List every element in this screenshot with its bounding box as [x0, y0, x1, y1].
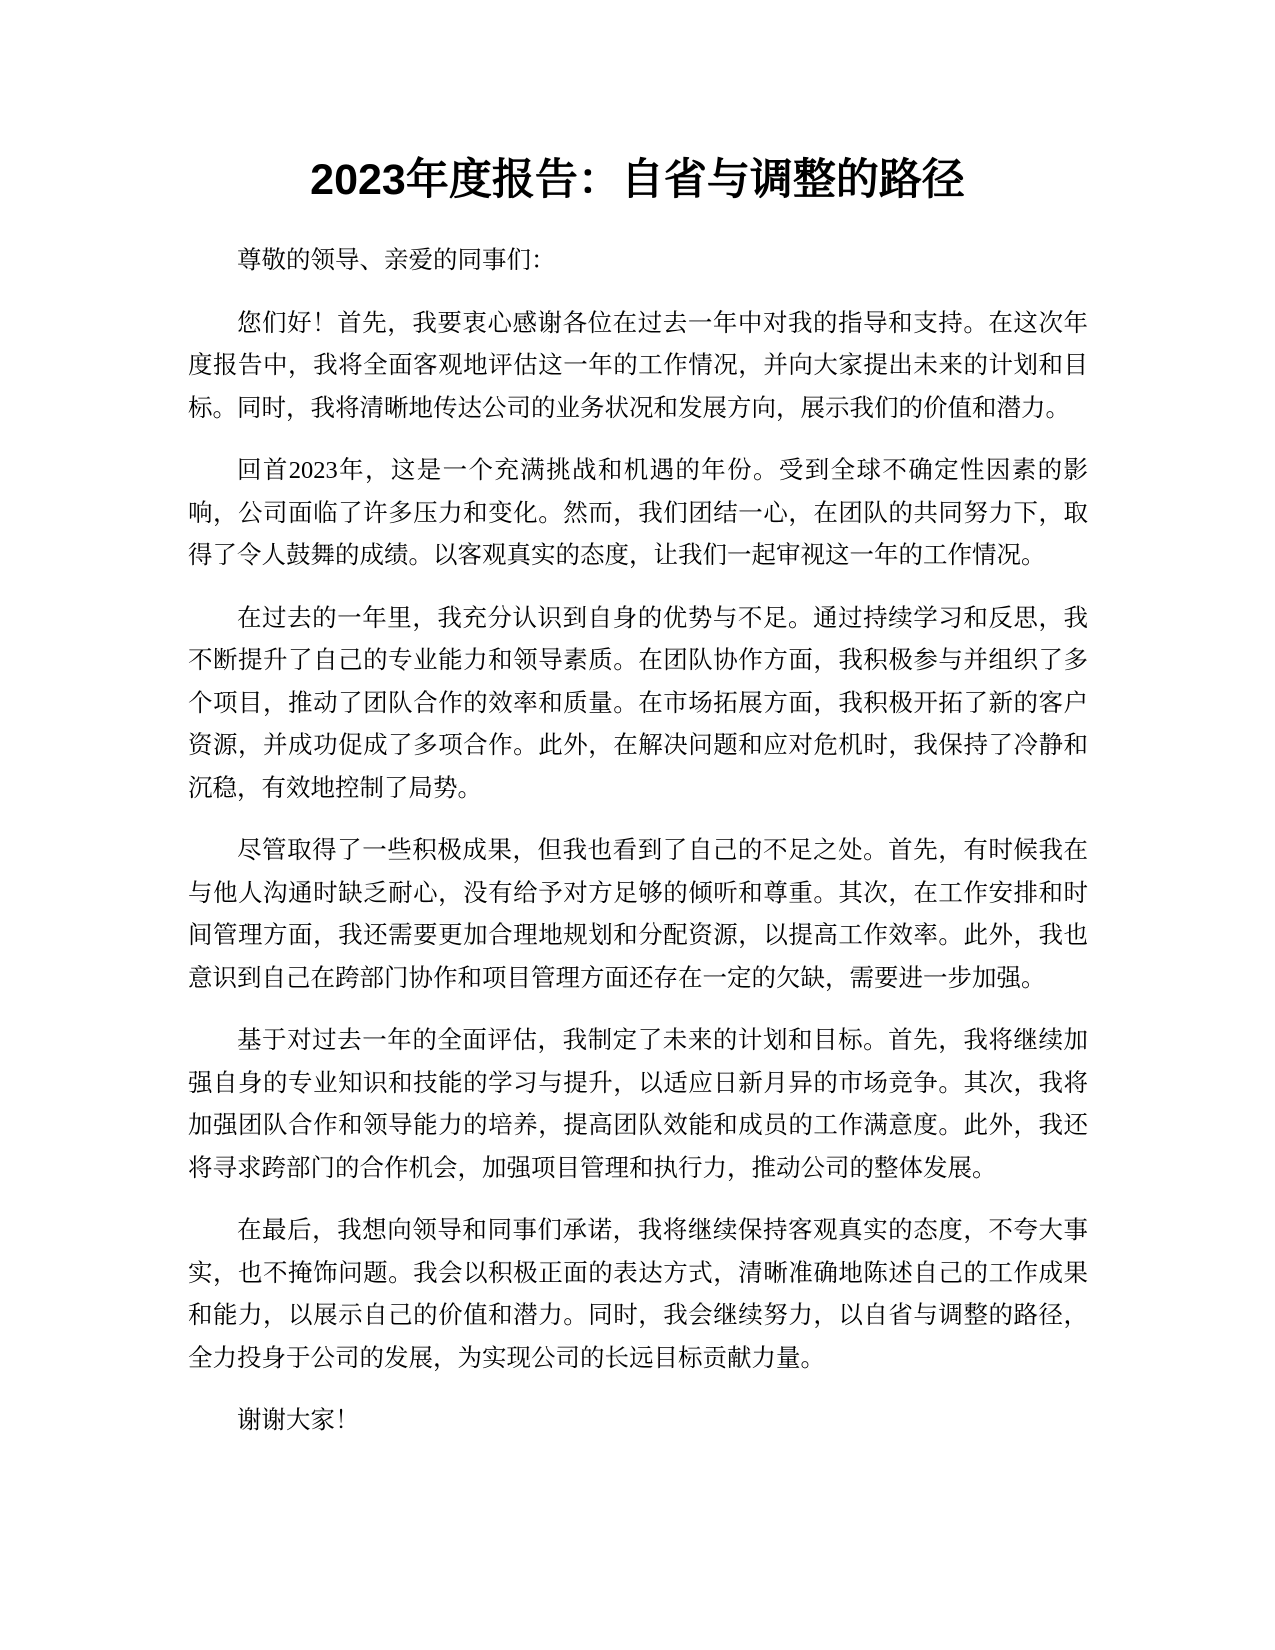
- paragraph-greeting: 您们好！首先，我要衷心感谢各位在过去一年中对我的指导和支持。在这次年度报告中，我将全面客观地评估这一年的工作情况，并向大家提出未来的计划和目标。同时，我将清晰地传达公司的业务状况和发展方向，展示我们的价值和潜力。: [188, 309, 1088, 422]
- document-title: 2023年度报告：自省与调整的路径: [310, 156, 965, 204]
- closing: 谢谢大家！: [237, 1407, 360, 1434]
- paragraph-review: 回首2023年，这是一个充满挑战和机遇的年份。受到全球不确定性因素的影响，公司面临了许多压力和变化。然而，我们团结一心，在团队的共同努力下，取得了令人鼓舞的成绩。以客观真实的态度，让我们一起审视这一年的工作情况。: [188, 457, 1088, 569]
- salutation: 尊敬的领导、亲爱的同事们：: [237, 247, 556, 274]
- paragraph-strengths: 在过去的一年里，我充分认识到自身的优势与不足。通过持续学习和反思，我不断提升了自己的专业能力和领导素质。在团队协作方面，我积极参与并组织了多个项目，推动了团队合作的效率和质量。在市场拓展方面，我积极开拓了新的客户资源，并成功促成了多项合作。此外，在解决问题和应对危机时，我保持了冷静和沉稳，有效地控制了局势。: [188, 604, 1088, 802]
- paragraph-commitment: 在最后，我想向领导和同事们承诺，我将继续保持客观真实的态度，不夸大事实，也不掩饰问题。我会以积极正面的表达方式，清晰准确地陈述自己的工作成果和能力，以展示自己的价值和潜力。同时，我会继续努力，以自省与调整的路径，全力投身于公司的发展，为实现公司的长远目标贡献力量。: [188, 1217, 1088, 1372]
- document-body: [188, 240, 1088, 1463]
- paragraph-plans: 基于对过去一年的全面评估，我制定了未来的计划和目标。首先，我将继续加强自身的专业知识和技能的学习与提升，以适应日新月异的市场竞争。其次，我将加强团队合作和领导能力的培养，提高团队效能和成员的工作满意度。此外，我还将寻求跨部门的合作机会，加强项目管理和执行力，推动公司的整体发展。: [188, 1027, 1088, 1182]
- paragraph-weaknesses: 尽管取得了一些积极成果，但我也看到了自己的不足之处。首先，有时候我在与他人沟通时缺乏耐心，没有给予对方足够的倾听和尊重。其次，在工作安排和时间管理方面，我还需要更加合理地规划和分配资源，以提高工作效率。此外，我也意识到自己在跨部门协作和项目管理方面还存在一定的欠缺，需要进一步加强。: [188, 837, 1088, 992]
